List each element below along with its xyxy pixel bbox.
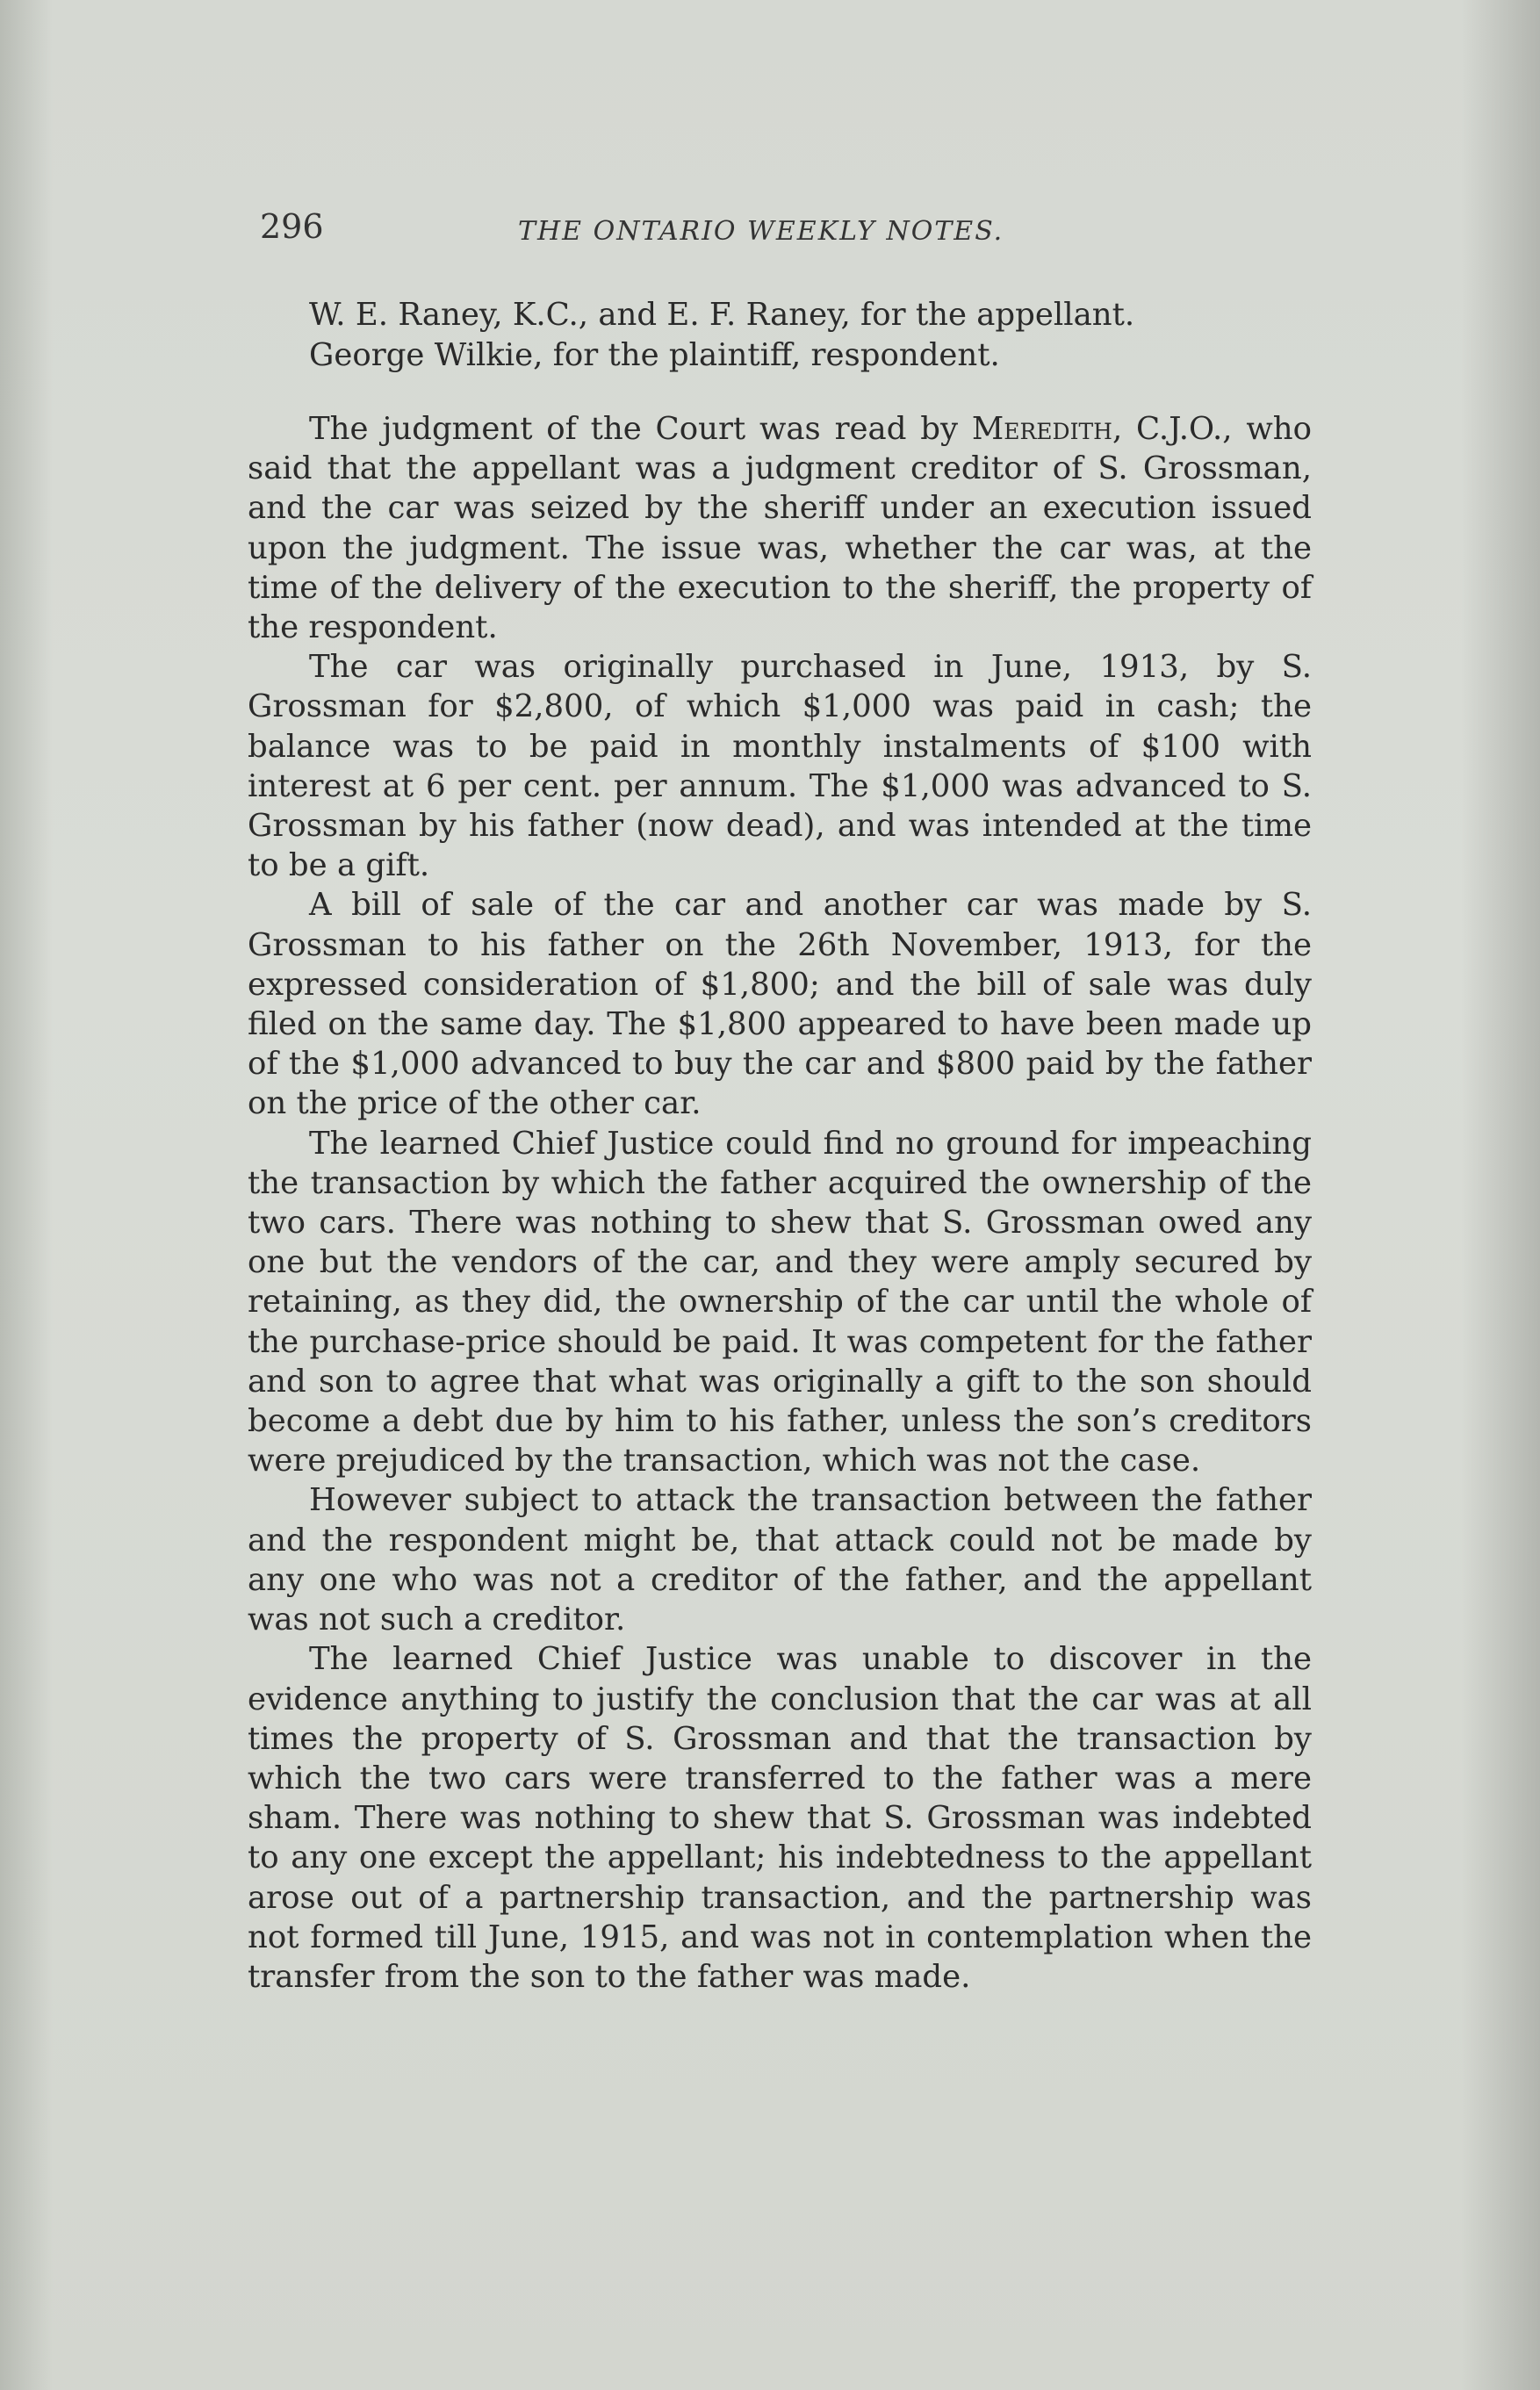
paragraph: A bill of sale of the car and another car was made by S. Grossman to his father on the 26th November, 1913, for the expressed consideration of $1,800; and the bill of sale was duly filed on the same day. The $1,800 appeared to have been made up of the $1,000 advanced to buy the car and $800 paid by the father on the price of the other car.	[248, 887, 1312, 1122]
judge-name: Meredith	[971, 411, 1112, 447]
paragraph-text: , C.J.O., who said that the appellant was a judgment creditor of S. Grossman, and the car was seized by the sheriff under an execution issued upon the judgment. The issue was, whether the car was, at the time of the delivery of the execution to the sheriff, the property of the respondent.	[248, 411, 1312, 646]
paragraph: The car was originally purchased in June, 1913, by S. Grossman for $2,800, of which $1,000 was paid in cash; the balance was to be paid in monthly instalments of $100 with interest at 6 per cent. per annum. The $1,000 was advanced to S. Grossman by his father (now dead), and was intended at the time to be a gift.	[248, 649, 1312, 884]
paragraph	[248, 409, 1312, 647]
paragraph: However subject to attack the transaction between the father and the respondent might be, that attack could not be made by any one who was not a creditor of the father, and the appellant was not such a creditor.	[248, 1482, 1312, 1638]
page-number: 296	[260, 207, 324, 246]
counsel-block	[309, 295, 1319, 376]
running-head: THE ONTARIO WEEKLY NOTES.	[518, 216, 1004, 247]
paragraph: The learned Chief Justice could find no ground for impeaching the transaction by which the father acquired the ownership of the two cars. There was nothing to shew that S. Grossman owed any one but the vendors of the car, and they were amply secured by retaining, as they did, the ownership of the car until the whole of the purchase-price should be paid. It was competent for the father and son to agree that what was originally a gift to the son should become a debt due by him to his father, unless the son’s creditors were prejudiced by the transaction, which was not the case.	[248, 1125, 1312, 1479]
page-header	[260, 207, 1313, 260]
judgment-body	[248, 409, 1312, 1997]
counsel-line-respondent: George Wilkie, for the plaintiff, respondent.	[309, 337, 1000, 373]
counsel-line-appellant: W. E. Raney, K.C., and E. F. Raney, for the appellant.	[309, 297, 1135, 333]
paragraph: The learned Chief Justice was unable to discover in the evidence anything to justify the conclusion that the car was at all times the property of S. Grossman and that the transaction by which the two cars were transferred to the father was a mere sham. There was nothing to shew that S. Grossman was indebted to any one except the appellant; his indebtedness to the appellant arose out of a partnership transaction, and the partnership was not formed till June, 1915, and was not in contemplation when the transfer from the son to the father was made.	[248, 1641, 1312, 1995]
paragraph-text: The judgment of the Court was read by	[309, 411, 972, 447]
